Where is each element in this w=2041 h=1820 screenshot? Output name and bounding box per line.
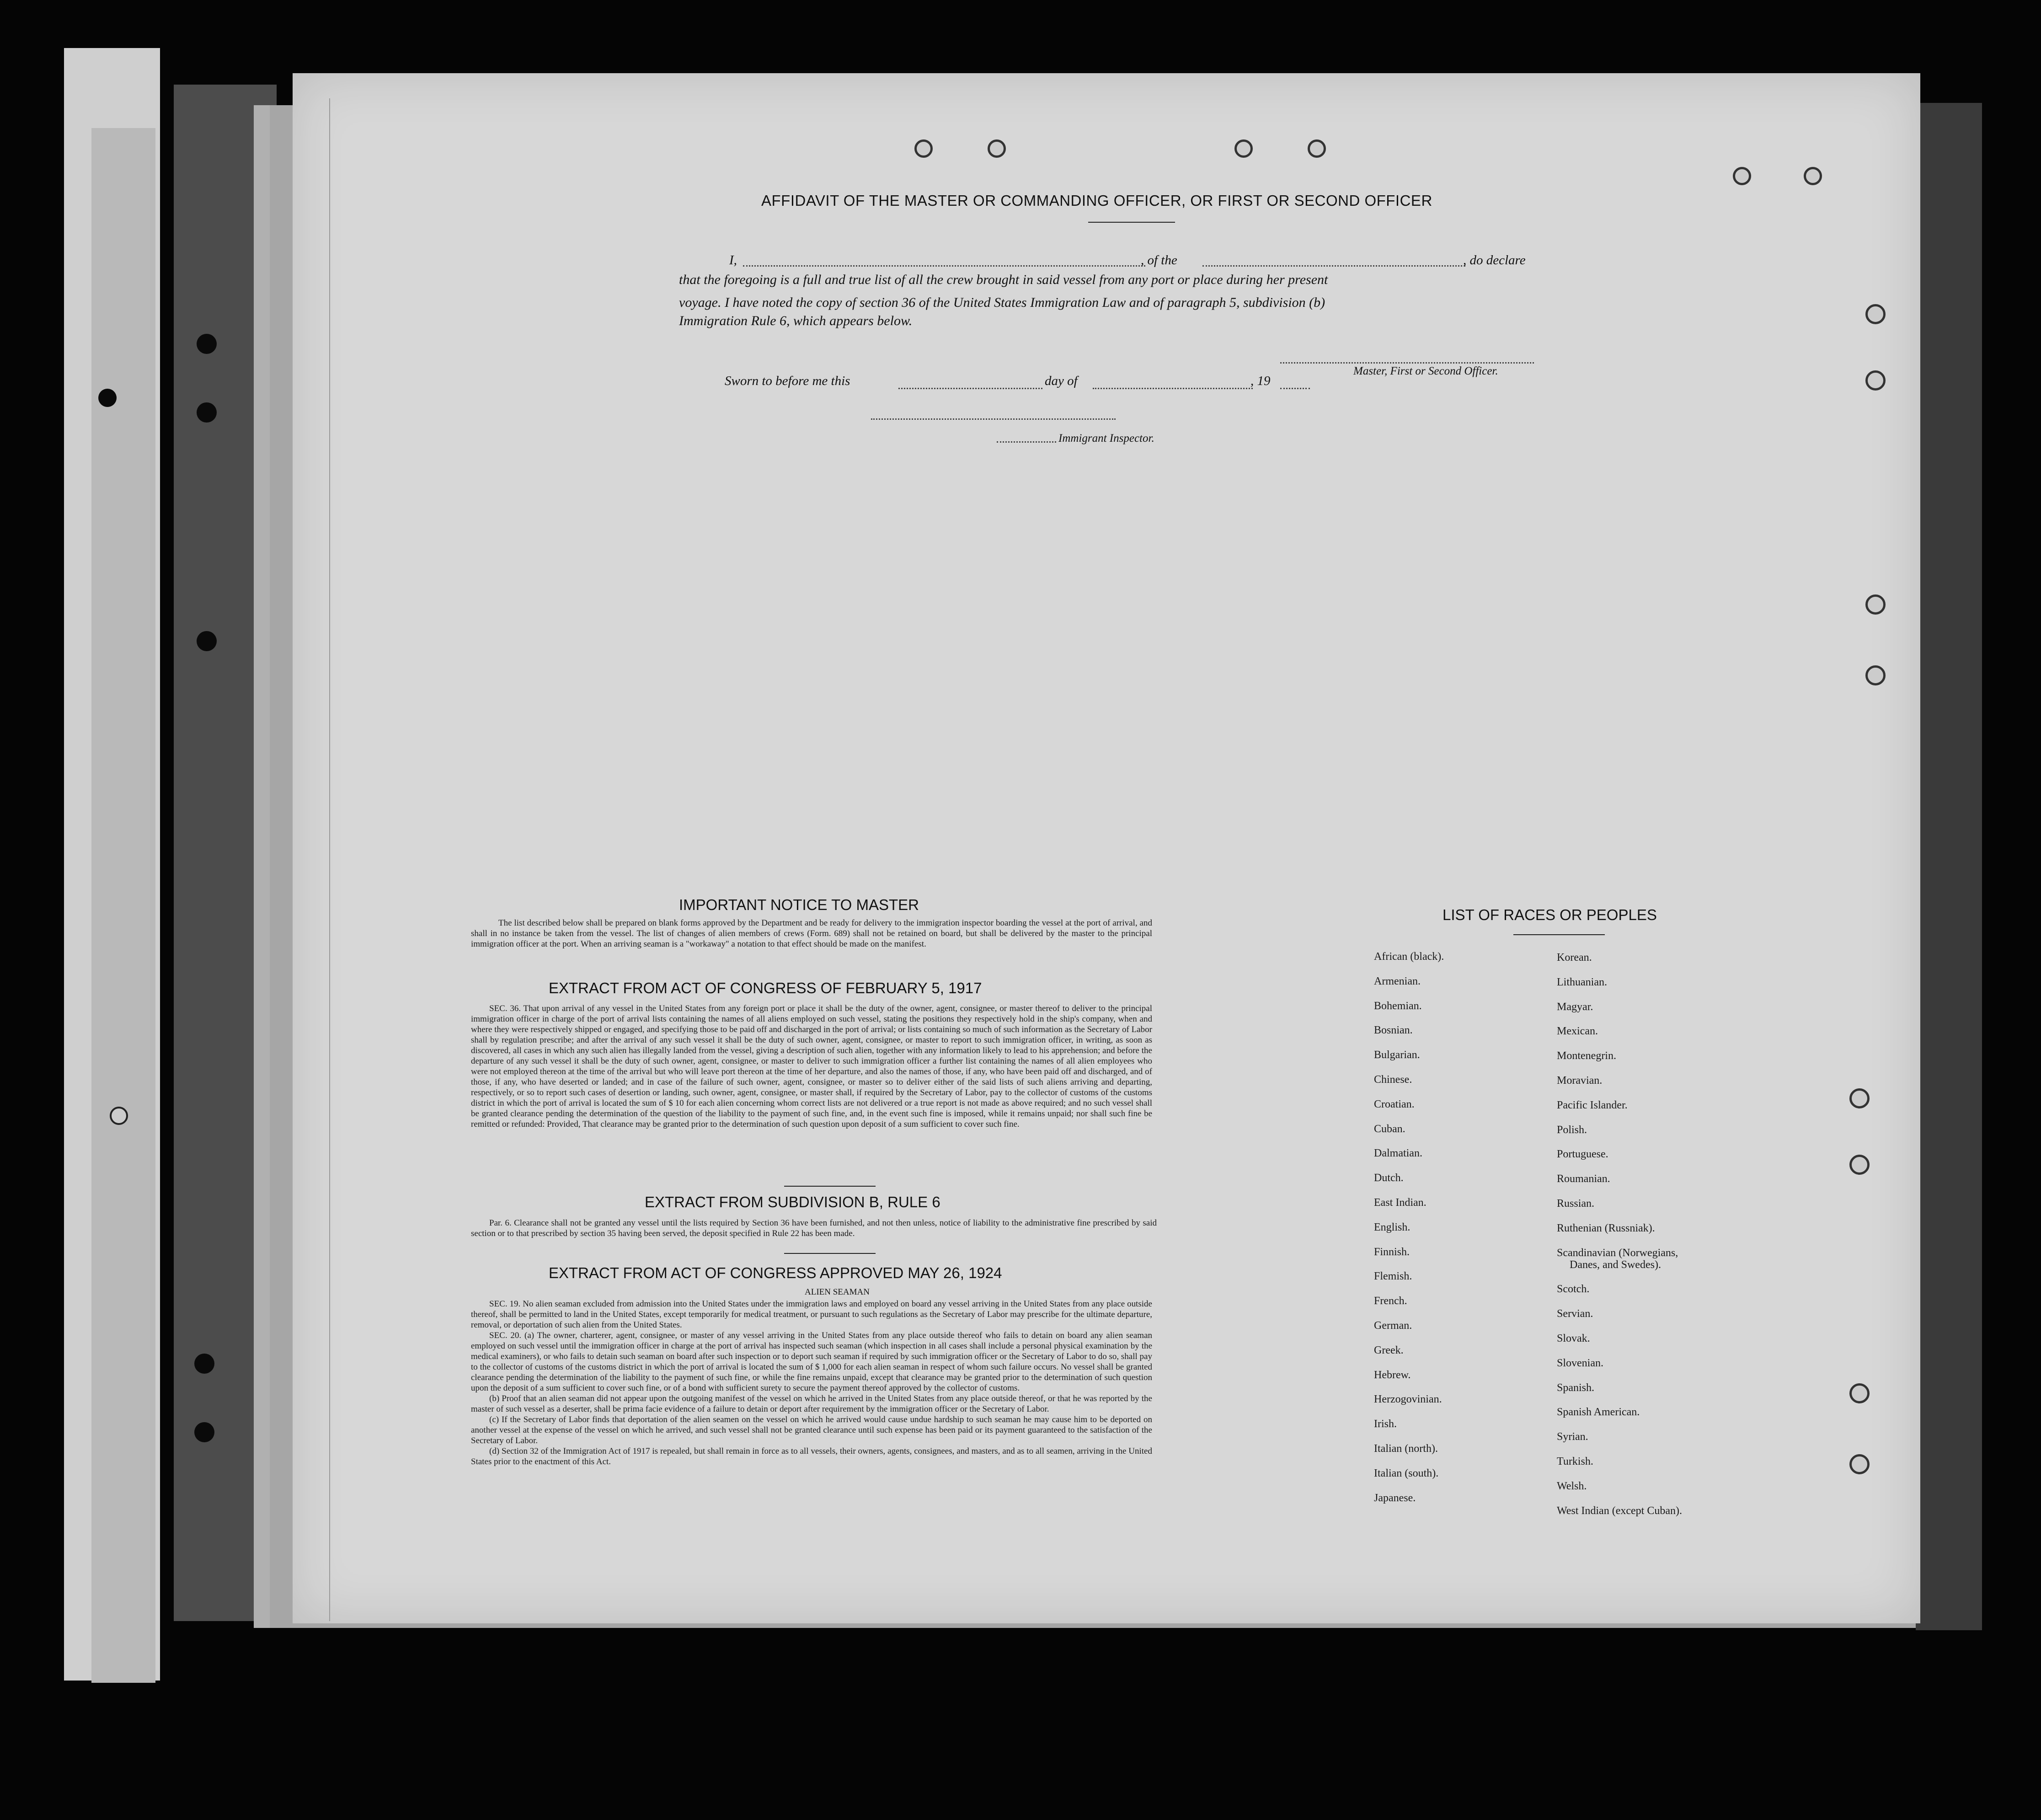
rule6-top-rule (784, 1186, 876, 1187)
extract-1917-body: SEC. 36. That upon arrival of any vessel in the United States from any foreign port or place it shall be the duty of the owner, agent, consignee, or master thereof to deliver to the principal immigration officer in charge of the port of arrival lists containing the names of all aliens employed on such vessel, stating the positions they respectively hold in the ship's company, when and where they were respectively shipped or engaged, and specifying those to be paid off and discharged in the port of arrival; or lists containing so much of such information as the Secretary of Labor shall by regulation prescribe; and after the arrival of any such vessel it shall be the duty of such owner, agent, consignee, or master to report to such immigration officer, in writing, as soon as discovered, all cases in which any such alien has illegally landed from the vessel, giving a description of such alien, together with any information likely to lead to his apprehension; and before the departure of any such vessel it shall be the duty of such owner, agent, consignee, or master to deliver to such immigration officer a further list containing the names of all alien employees who were not employed thereon at the time of the arrival but who will leave port thereon at the time of her departure, and also the names of those, if any, who have been paid off and discharged, and of those, if any, who have deserted or landed; and in case of the failure of such owner, agent, consignee, or master so to deliver either of the said lists of such aliens arriving and departing, respectively, or so to report such cases of desertion or landing, such owner, agent, consignee, or master shall, if required by the Secretary of Labor, pay to the collector of customs of the customs district in which the port of arrival is located the sum of $ 10 for each alien concerning whom correct lists are not delivered or a true report is not made as above required; and no such vessel shall be granted clearance pending the determination of the question of the liability to the payment of such fine, and, in the event such fine is imposed, while it remains unpaid; nor shall such fine be remitted or refunded: Provided, That clearance may be granted prior to the determination of such question upon deposit of a sum sufficient to cover such fine. (471, 1004, 1152, 1129)
sworn-year-blank[interactable] (1280, 388, 1310, 389)
race-item: Welsh. (1557, 1480, 1587, 1492)
affidavit-title-rule (1088, 222, 1175, 223)
race-item: Cuban. (1374, 1123, 1405, 1135)
notice-title: IMPORTANT NOTICE TO MASTER (679, 896, 919, 913)
race-item: Spanish American. (1557, 1406, 1640, 1419)
race-item: Japanese. (1374, 1492, 1416, 1504)
race-item: Lithuanian. (1557, 976, 1607, 988)
punch-hole (1865, 370, 1886, 391)
punch-hole (1849, 1155, 1870, 1175)
extract-1924-title: EXTRACT FROM ACT OF CONGRESS APPROVED MAY 26, 1924 (549, 1264, 1002, 1281)
race-item: Dutch. (1374, 1172, 1404, 1184)
name-blank[interactable] (743, 265, 1145, 267)
punch-hole (1849, 1088, 1870, 1108)
sec-20d: (d) Section 32 of the Immigration Act of 1917 is repealed, but shall remain in force as to all vessels, their owners, agents, consignees, and masters, and as to all seamen, arriving in the United States prior to the enactment of this Act. (471, 1446, 1152, 1467)
race-item: Chinese. (1374, 1074, 1412, 1086)
punch-hole (914, 139, 933, 158)
race-item: Slovak. (1557, 1333, 1590, 1344)
race-item: Italian (north). (1374, 1443, 1438, 1455)
punch-hole (194, 1422, 214, 1442)
race-item: Pacific Islander. (1557, 1099, 1628, 1111)
races-title: LIST OF RACES OR PEOPLES (1443, 906, 1657, 923)
punch-hole (98, 389, 117, 407)
binder-page-edge-inner (91, 128, 155, 1683)
punch-hole (1865, 304, 1886, 324)
affidavit-line-3: voyage. I have noted the copy of section 36 of the United States Immigration Law and of paragraph 5, subdivision (b) (679, 295, 1325, 310)
race-item: Irish. (1374, 1418, 1397, 1430)
race-item: Finnish. (1374, 1246, 1410, 1258)
race-item: English. (1374, 1221, 1411, 1233)
rule6-body: Par. 6. Clearance shall not be granted any vessel until the lists required by Section 36 have been furnished, and not then unless, notice of liability to the administrative fine prescribed by said section or to that prescribed by section 35 having been served, the deposit specified in Rule 22 has been made. (471, 1218, 1157, 1238)
sworn-day-blank[interactable] (898, 388, 1042, 389)
punch-hole (194, 1354, 214, 1374)
race-item: Portuguese. (1557, 1148, 1608, 1161)
rule6-title: EXTRACT FROM SUBDIVISION B, RULE 6 (645, 1194, 940, 1210)
affidavit-line-2: that the foregoing is a full and true list of all the crew brought in said vessel from any port or place during her present (679, 272, 1328, 287)
punch-hole (1849, 1383, 1870, 1403)
inspector-signature-blank[interactable] (871, 418, 1116, 420)
race-item: Croatian. (1374, 1098, 1415, 1110)
punch-hole (1804, 167, 1822, 185)
race-item: Russian. (1557, 1198, 1595, 1210)
race-item: Scotch. (1557, 1283, 1590, 1295)
master-signature-label: Master, First or Second Officer. (1353, 365, 1498, 377)
inspector-signature-blank-2[interactable] (997, 441, 1056, 443)
affidavit-line-4: Immigration Rule 6, which appears below. (679, 313, 913, 328)
affidavit-i: I, (729, 253, 737, 268)
race-item: Hebrew. (1374, 1369, 1411, 1381)
race-item: French. (1374, 1295, 1407, 1307)
punch-hole (110, 1107, 128, 1125)
sworn-month-blank[interactable] (1093, 388, 1253, 389)
day-of-label: day of (1045, 374, 1078, 388)
sec-20a: SEC. 20. (a) The owner, charterer, agent, consignee, or master of any vessel arriving in the United States from any place outside thereof who fails to detain on board any alien seaman employed on such vessel until the immigration officer in charge at the port of arrival has inspected such seaman (which inspection in all cases shall include a personal physical examination by the medical examiners), or who fails to detain such seaman on board after such inspection or to deport such seaman if required by such immigration officer or the Secretary of Labor to do so, shall pay to the collector of customs of the customs district in which the port of arrival is located the sum of $ 1,000 for each alien seaman in respect of whom such failure occurs. No vessel shall be granted clearance pending the determination of the liability to the payment of such fine, or while the fine remains unpaid, except that clearance may be granted prior to the determination of such question upon the deposit of a sum sufficient to cover such fine, or of a bond with sufficient surety to secure the payment thereof approved by the collector of customs. (471, 1331, 1152, 1393)
race-item: Moravian. (1557, 1075, 1603, 1087)
punch-hole (1849, 1454, 1870, 1474)
sec-19: SEC. 19. No alien seaman excluded from admission into the United States under the immigration laws and employed on board any vessel arriving in the United States from any place outside thereof, shall be permitted to land in the United States, except temporarily for medical treatment, or pursuant to such regulations as the Secretary of Labor may prescribe for the ultimate departure, removal, or deportation of such alien from the United States. (471, 1299, 1152, 1330)
race-item: East Indian. (1374, 1197, 1427, 1209)
affidavit-declare: , do declare (1463, 253, 1526, 268)
race-item: Flemish. (1374, 1270, 1412, 1283)
affidavit-title: AFFIDAVIT OF THE MASTER OR COMMANDING OFFICER, OR FIRST OR SECOND OFFICER (761, 192, 1432, 209)
race-item: West Indian (except Cuban). (1557, 1504, 1682, 1517)
punch-hole (197, 631, 217, 651)
race-item: Bohemian. (1374, 1000, 1422, 1012)
race-item: Danes, and Swedes). (1570, 1258, 1661, 1271)
punch-hole (1308, 139, 1326, 158)
sec-20c: (c) If the Secretary of Labor finds that deportation of the alien seamen on the vessel on which he arrived would cause undue hardship to such seaman he may cause him to be deported on another vessel at the expense of the vessel on which he arrived, and such vessel shall not be granted clearance until such expense has been paid or its payment guaranteed to the satisfaction of the Secretary of Labor. (471, 1415, 1152, 1445)
right-page-shadow (1916, 103, 1982, 1630)
race-item: Turkish. (1557, 1456, 1593, 1467)
races-title-rule (1513, 934, 1605, 935)
race-item: Magyar. (1557, 1001, 1593, 1013)
punch-hole (988, 139, 1006, 158)
extract-1924-body (471, 1299, 1152, 1467)
race-item: Bulgarian. (1374, 1049, 1420, 1061)
race-item: Syrian. (1557, 1431, 1588, 1443)
notice-body: The list described below shall be prepared on blank forms approved by the Department and be ready for delivery to the immigration inspector boarding the vessel at the port of arrival, and shall in no instance be taken from the vessel. The list of changes of alien members of crews (Form. 689) shall not be retained on board, but shall be delivered by the master to the principal immigration officer at the port. When an arriving seaman is a "workaway" a notation to that effect should be made on the manifest. (471, 918, 1152, 949)
race-item: Italian (south). (1374, 1467, 1439, 1479)
race-item: Roumanian. (1557, 1173, 1610, 1185)
punch-hole (1865, 594, 1886, 615)
punch-hole (1733, 167, 1751, 185)
extract-1924-subtitle: ALIEN SEAMAN (805, 1287, 870, 1297)
race-item: Ruthenian (Russniak). (1557, 1222, 1655, 1234)
inspector-label: Immigrant Inspector. (1058, 432, 1154, 444)
race-item: Scandinavian (Norwegians, (1557, 1247, 1678, 1259)
race-item: African (black). (1374, 951, 1444, 963)
master-signature-blank[interactable] (1280, 362, 1534, 364)
extract-1917-title: EXTRACT FROM ACT OF CONGRESS OF FEBRUARY 5, 1917 (549, 980, 982, 996)
punch-hole (197, 402, 217, 423)
sworn-label: Sworn to before me this (725, 374, 850, 388)
vessel-blank[interactable] (1202, 265, 1465, 267)
punch-hole (1234, 139, 1253, 158)
race-item: Montenegrin. (1557, 1050, 1616, 1062)
punch-hole (1865, 665, 1886, 685)
race-item: Spanish. (1557, 1381, 1595, 1394)
sec-20b: (b) Proof that an alien seaman did not appear upon the outgoing manifest of the vessel on which he arrived in the United States from any place outside thereof, or that he was reported by the master of such vessel as a deserter, shall be prima facie evidence of a failure to detain or deport after requirement by the immigration officer or the Secretary of Labor. (471, 1394, 1152, 1414)
race-item: Polish. (1557, 1124, 1587, 1136)
race-item: Armenian. (1374, 975, 1421, 987)
extract-1924-top-rule (784, 1253, 876, 1254)
year-label: , 19 (1250, 374, 1271, 388)
race-item: Herzogovinian. (1374, 1393, 1442, 1406)
race-item: Mexican. (1557, 1025, 1598, 1038)
race-item: Korean. (1557, 952, 1592, 964)
race-item: German. (1374, 1320, 1412, 1332)
affidavit-of-the: , of the (1141, 253, 1177, 268)
race-item: Bosnian. (1374, 1024, 1413, 1037)
race-item: Servian. (1557, 1308, 1593, 1320)
punch-hole (197, 334, 217, 354)
race-item: Dalmatian. (1374, 1147, 1422, 1160)
race-item: Slovenian. (1557, 1357, 1603, 1369)
race-item: Greek. (1374, 1344, 1404, 1356)
